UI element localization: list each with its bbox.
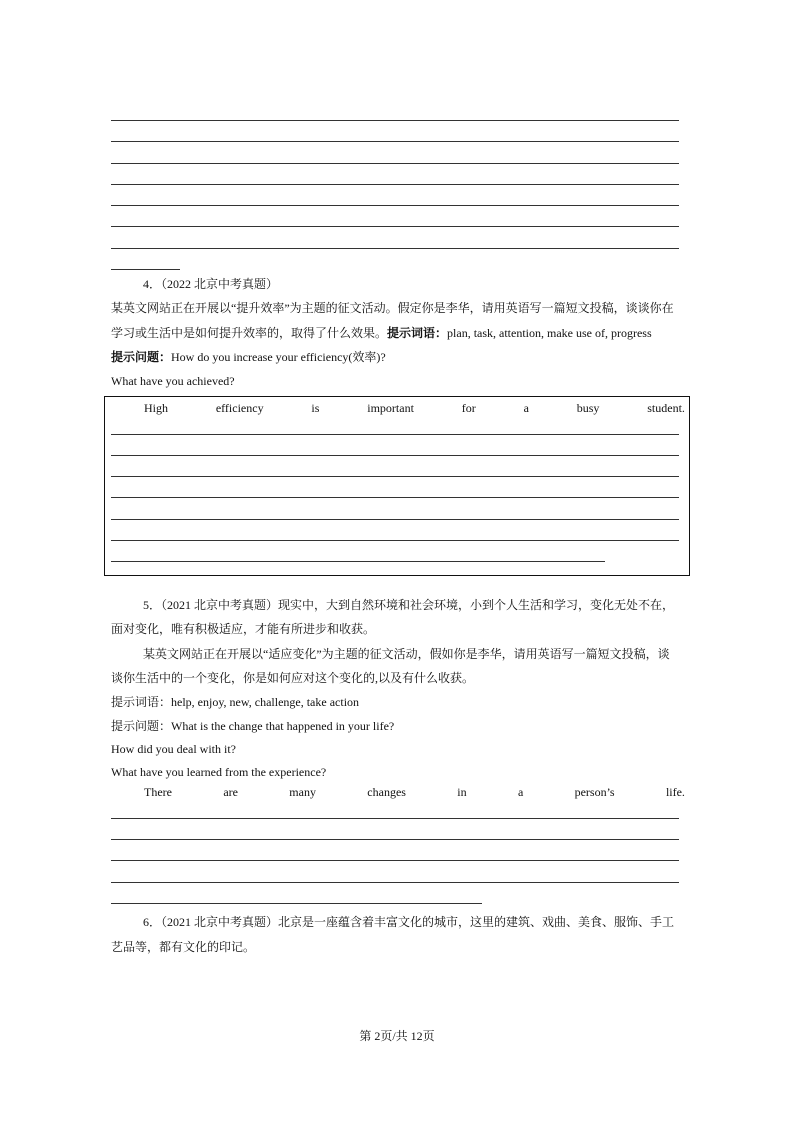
q4-question1: How do you increase your efficiency(效率)?: [171, 350, 386, 364]
starter-word: life.: [665, 785, 685, 799]
q5-prompt-line1: 某英文网站正在开展以“适应变化”为主题的征文活动，假如你是李华，请用英语写一篇短文投稿，谈: [143, 647, 670, 661]
q5-keywords: 提示词语：help, enjoy, new, challenge, take action: [111, 695, 360, 709]
q6-header-line1: 6．（2021 北京中考真题）北京是一座蕴含着丰富文化的城市，这里的建筑、戏曲、美食、服饰、手工: [143, 915, 675, 929]
q5-header-line2: 面对变化，唯有积极适应，才能有所进步和收获。: [111, 622, 376, 636]
answer-line: [111, 184, 679, 185]
q5-question3: What have you learned from the experience?: [111, 765, 327, 779]
q4-prompt-line2: [111, 325, 652, 341]
page-indicator: 第 2页/共 12页: [359, 1029, 435, 1043]
q5-header-line1: 5．（2021 北京中考真题）现实中，大到自然环境和社会环境，小到个人生活和学习，变化无处不在，: [143, 598, 675, 612]
answer-line: [111, 561, 605, 562]
answer-line: [111, 903, 482, 904]
starter-word: many: [289, 785, 316, 799]
answer-line: [111, 540, 679, 541]
answer-line: [111, 269, 180, 270]
q6-header-line2: 艺品等，都有文化的印记。: [111, 940, 256, 954]
starter-word: are: [223, 785, 238, 799]
starter-word: High: [144, 401, 168, 415]
answer-line: [111, 476, 679, 477]
answer-line: [111, 519, 679, 520]
answer-line: [111, 141, 679, 142]
answer-line: [111, 839, 679, 840]
answer-line: [111, 226, 679, 227]
q4-header: 4．（2022 北京中考真题）: [143, 277, 279, 291]
q5-question2: How did you deal with it?: [111, 742, 236, 756]
starter-word: in: [457, 785, 467, 799]
q4-answer-box[interactable]: [104, 396, 690, 576]
q4-starter-sentence: [144, 400, 685, 416]
answer-line: [111, 860, 679, 861]
answer-line: [111, 818, 679, 819]
starter-word: a: [517, 785, 524, 799]
starter-word: is: [311, 401, 320, 415]
q4-prompt-line1: 某英文网站正在开展以“提升效率”为主题的征文活动。假定你是李华，请用英语写一篇短文投稿，谈谈你在: [111, 301, 674, 315]
answer-line: [111, 455, 679, 456]
starter-word: changes: [367, 785, 406, 799]
starter-word: student.: [647, 401, 685, 415]
q4-questions-label: 提示问题：: [111, 350, 172, 364]
q4-keywords: plan, task, attention, make use of, progress: [447, 326, 652, 340]
q4-question2: What have you achieved?: [111, 374, 235, 388]
answer-line: [111, 434, 679, 435]
answer-line: [111, 882, 679, 883]
answer-line: [111, 248, 679, 249]
q5-prompt-line2: 谈你生活中的一个变化，你是如何应对这个变化的,以及有什么收获。: [111, 671, 475, 685]
starter-word: a: [523, 401, 529, 415]
starter-word: There: [144, 785, 172, 799]
q5-question1: 提示问题：What is the change that happened in your life?: [111, 719, 395, 733]
answer-line: [111, 120, 679, 121]
answer-line: [111, 205, 679, 206]
q4-keywords-label: 提示词语：: [387, 326, 448, 340]
starter-word: busy: [576, 401, 600, 415]
q4-prompt-text: 学习或生活中是如何提升效率的，取得了什么效果。: [111, 326, 388, 340]
q4-question1-line: [111, 349, 386, 365]
starter-word: important: [367, 401, 414, 415]
answer-line: [111, 497, 679, 498]
starter-word: for: [461, 401, 476, 415]
starter-word: efficiency: [215, 401, 264, 415]
q5-starter-sentence: [144, 784, 685, 800]
starter-word: person’s: [574, 785, 615, 799]
answer-line: [111, 163, 679, 164]
